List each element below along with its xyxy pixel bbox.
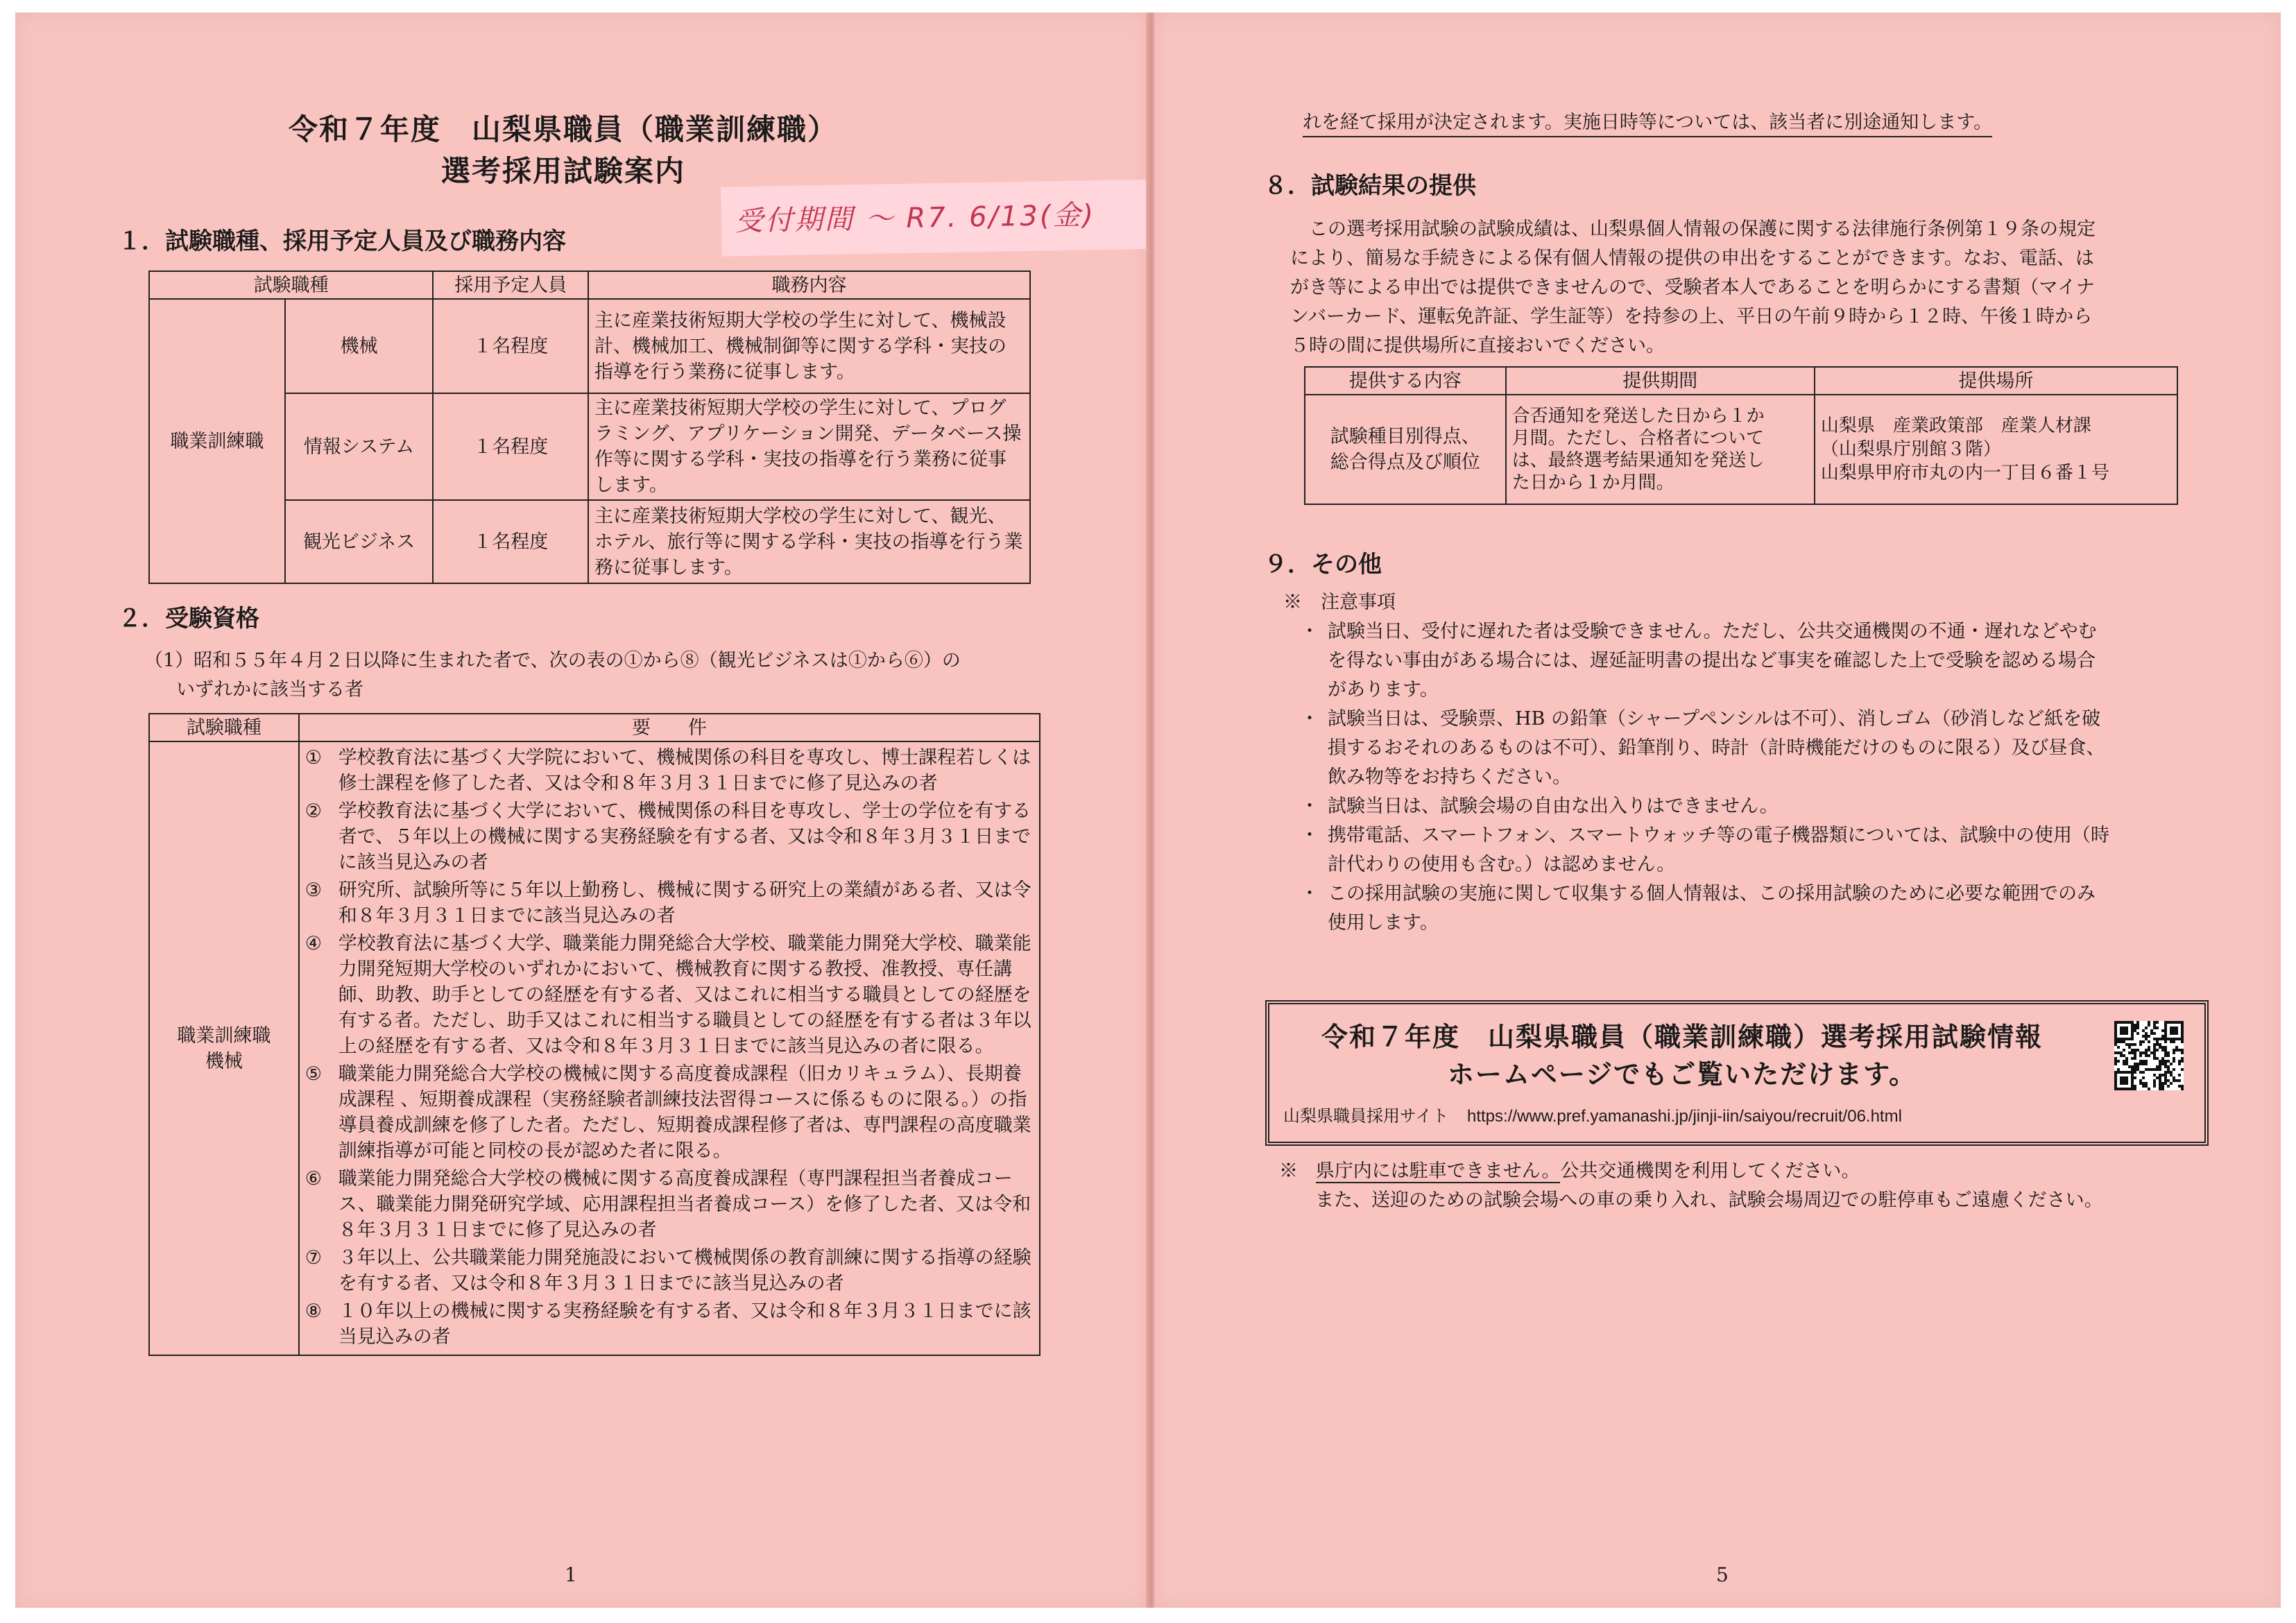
note-line: 試験当日は、試験会場の自由な出入りはできません。 [1328, 796, 1779, 817]
note-line: この採用試験の実施に関して収集する個人情報は、この採用試験のために必要な範囲でのみ [1328, 883, 2096, 904]
note-line: 試験当日、受付に遅れた者は受験できません。ただし、公共交通機関の不通・遅れなどやむ [1328, 621, 2097, 642]
column-header: 提供期間 [1506, 367, 1815, 395]
requirement-text: 職業能力開発総合大学校の機械に関する高度養成課程（専門課程担当者養成コース、職業能力開発研究学域、応用課程担当者養成コース）を修了した者、又は令和８年３月３１日までに修了見込みの者 [338, 1168, 1031, 1241]
job-type-cell: 情報システム [285, 393, 434, 500]
section8-paragraph [1290, 215, 2261, 361]
notes-label: ※ 注意事項 [1283, 592, 1396, 613]
paragraph-line: ５時の間に提供場所に直接おいでください。 [1290, 335, 1665, 357]
requirement-text: 研究所、試験所等に５年以上勤務し、機械に関する研究上の業績がある者、又は令和８年３月３１日までに該当見込みの者 [338, 879, 1031, 927]
column-header: 提供場所 [1815, 367, 2177, 395]
positions-table [148, 270, 1031, 584]
paragraph-line: ンバーカード、運転免許証、学生証等）を持参の上、平日の午前９時から１２時、午後１時から [1290, 306, 2093, 327]
note-line: 飲み物等をお持ちください。 [1328, 766, 1571, 788]
column-header: 採用予定人員 [433, 271, 588, 299]
place-cell [1815, 395, 2177, 504]
note-line: があります。 [1328, 679, 1439, 701]
note-line: を得ない事由がある場合には、遅延証明書の提出など事実を確認した上で受験を認める場合 [1328, 650, 2096, 671]
requirements-cell [299, 741, 1040, 1355]
left-page [15, 12, 1147, 1608]
cell-line: た日から１か月間。 [1511, 472, 1674, 493]
qualifications-table [148, 713, 1040, 1356]
notes-list [1292, 617, 2270, 938]
requirement-number: ⑦ [305, 1247, 322, 1269]
qualification-intro-line2: いずれかに該当する者 [176, 679, 363, 701]
notice-mark: ※ [1279, 1160, 1298, 1182]
bullet-mark: ・ [1300, 796, 1319, 817]
table-row [149, 299, 1030, 393]
requirement-text: 学校教育法に基づく大学において、機械関係の科目を専攻し、学士の学位を有する者で、５年以上の機械に関する実務経験を有する者、又は令和８年３月３１日までに該当見込みの者 [338, 800, 1031, 873]
requirement-text: 学校教育法に基づく大学、職業能力開発総合大学校、職業能力開発大学校、職業能力開発短期大学校のいずれかにおいて、機械教育に関する教授、准教授、専任講師、助教、助手としての経歴を有する者、又はこれに相当する職員としての経歴を有する者。ただし、助手又はこれに相当する職員としての経歴を有する者は３年以上の経歴を有する者、又は令和８年３月３１日までに該当見込みの者に限る。 [338, 933, 1031, 1057]
parking-notice-line2: また、送迎のための試験会場への車の乗り入れ、試験会場周辺での駐停車もご遠慮ください。 [1315, 1190, 2103, 1211]
requirement-number: ⑤ [305, 1063, 322, 1085]
requirement-item [305, 931, 1034, 1059]
note-line: 携帯電話、スマートフォン、スマートウォッチ等の電子機器類については、試験中の使用（時 [1328, 825, 2109, 846]
bullet-mark: ・ [1300, 621, 1319, 642]
column-header: 要 件 [299, 714, 1040, 741]
requirement-number: ④ [305, 933, 322, 954]
cell-line: 合否通知を発送した日から１か [1511, 406, 1765, 427]
parking-warning: 県庁内には駐車できません。 [1315, 1160, 1561, 1182]
note-line: 試験当日は、受験票、HB の鉛筆（シャープペンシルは不可）、消しゴム（砂消しなど紙を破 [1328, 708, 2101, 730]
list-item [1292, 705, 2270, 792]
parking-notice [1279, 1157, 2264, 1215]
section9-heading: ９．その他 [1264, 551, 1382, 578]
content-cell [1305, 395, 1506, 504]
requirement-item [305, 1298, 1034, 1350]
job-group-cell: 職業訓練職 [149, 299, 285, 583]
duty-cell: 主に産業技術短期大学校の学生に対して、プログラミング、アプリケーション開発、データベース操作等に関する学科・実技の指導を行う業務に従事します。 [588, 393, 1030, 500]
list-item [1292, 821, 2270, 879]
bullet-mark: ・ [1300, 883, 1319, 904]
table-row [1305, 395, 2177, 504]
job-type-cell: 観光ビジネス [285, 500, 434, 583]
bullet-mark: ・ [1300, 825, 1319, 846]
headcount-cell: １名程度 [433, 393, 588, 500]
site-label: 山梨県職員採用サイト [1283, 1107, 1449, 1126]
requirement-number: ③ [305, 879, 322, 901]
section1-heading: １．試験職種、採用予定人員及び職務内容 [118, 227, 566, 255]
parking-notice-text: 公共交通機関を利用してください。 [1560, 1160, 1860, 1182]
document-title-line1: 令和７年度 山梨県職員（職業訓練職） [288, 112, 838, 146]
requirement-text: １０年以上の機械に関する実務経験を有する者、又は令和８年３月３１日までに該当見込みの者 [338, 1300, 1031, 1348]
requirement-item [305, 1166, 1034, 1243]
requirement-number: ① [305, 747, 322, 768]
paragraph-line: により、簡易な手続きによる保有個人情報の提供の申出をすることができます。なお、電話、は [1290, 248, 2094, 269]
info-box-line2: ホームページでもご覧いただけます。 [1447, 1059, 1917, 1090]
requirement-item [305, 1061, 1034, 1164]
duty-cell: 主に産業技術短期大学校の学生に対して、機械設計、機械加工、機械制御等に関する学科・実技の指導を行う業務に従事します。 [588, 299, 1030, 393]
table-row [149, 741, 1040, 1355]
cell-line: 試験種目別得点、 [1330, 426, 1480, 447]
requirement-text: 学校教育法に基づく大学院において、機械関係の科目を専攻し、博士課程若しくは修士課程を修了した者、又は令和８年３月３１日までに修了見込みの者 [338, 747, 1031, 794]
note-line: 損するおそれのあるものは不可）、鉛筆削り、時計（計時機能だけのものに限る）及び昼食、 [1328, 737, 2105, 759]
cell-line: （山梨県庁別館３階） [1820, 439, 2001, 460]
column-header: 提供する内容 [1305, 367, 1506, 395]
recruit-site-link[interactable] [1283, 1106, 1902, 1128]
page-number: 1 [565, 1563, 577, 1586]
table-header-row [1305, 367, 2177, 395]
bullet-mark: ・ [1300, 708, 1319, 730]
reception-period-stamp: 受付期間 ～ R7. 6/13(金) [721, 179, 1166, 256]
right-page [1154, 12, 2281, 1608]
requirement-item [305, 798, 1034, 875]
requirement-number: ② [305, 800, 322, 822]
cell-line: 山梨県甲府市丸の内一丁目６番１号 [1820, 463, 2109, 483]
requirement-text: 職業能力開発総合大学校の機械に関する高度養成課程（旧カリキュラム）、長期養成課程 、短期養成課程（実務経験者訓練技法習得コースに係るものに限る。）の指導員養成訓練を修了した者。ただし、短期養成課程修了者は、専門課程の高度職業訓練指導が可能と同校の長が認めた者に限る。 [338, 1063, 1031, 1162]
table-header-row [149, 714, 1040, 741]
recruitment-info-box [1265, 1000, 2209, 1146]
document-title-line2: 選考採用試験案内 [440, 154, 685, 188]
qr-code-icon[interactable] [2114, 1021, 2184, 1090]
disclosure-table [1304, 366, 2178, 505]
job-type-line2: 機械 [205, 1050, 243, 1072]
requirement-number: ⑥ [305, 1168, 322, 1190]
paragraph-line: がき等による申出では提供できませんので、受験者本人であることを明らかにする書類（マイナ [1290, 277, 2095, 298]
job-type-cell [149, 741, 299, 1355]
cell-line: は、最終選考結果通知を発送し [1511, 450, 1765, 471]
requirement-text: ３年以上、公共職業能力開発施設において機械関係の教育訓練に関する指導の経験を有する者、又は令和８年３月３１日までに該当見込みの者 [338, 1247, 1031, 1294]
info-box-line1: 令和７年度 山梨県職員（職業訓練職）選考採用試験情報 [1321, 1022, 2043, 1052]
list-item [1292, 617, 2270, 705]
column-header: 職務内容 [588, 271, 1030, 299]
job-type-line1: 職業訓練職 [177, 1024, 271, 1047]
cell-line: 山梨県 産業政策部 産業人材課 [1820, 415, 2091, 436]
cell-line: 月間。ただし、合格者について [1511, 428, 1765, 449]
cell-line: 総合得点及び順位 [1330, 452, 1480, 473]
column-header: 試験職種 [149, 714, 299, 741]
list-item [1292, 792, 2270, 821]
requirement-item [305, 877, 1034, 929]
qualification-intro-line1: （1）昭和５５年４月２日以降に生まれた者で、次の表の①から⑧（観光ビジネスは①から⑥）の [144, 650, 961, 671]
continued-text: れを経て採用が決定されます。実施日時等については、該当者に別途通知します。 [1303, 110, 1992, 137]
paragraph-line: この選考採用試験の試験成績は、山梨県個人情報の保護に関する法律施行条例第１９条の規定 [1290, 218, 2096, 240]
page-number: 5 [1716, 1563, 1729, 1586]
requirement-item [305, 1245, 1034, 1296]
requirement-item [305, 745, 1034, 796]
table-header-row [149, 271, 1030, 299]
section2-heading: ２．受験資格 [118, 605, 259, 633]
headcount-cell: １名程度 [433, 500, 588, 583]
requirement-number: ⑧ [305, 1300, 322, 1322]
note-line: 使用します。 [1328, 912, 1439, 934]
duty-cell: 主に産業技術短期大学校の学生に対して、観光、ホテル、旅行等に関する学科・実技の指導を行う業務に従事します。 [588, 500, 1030, 583]
headcount-cell: １名程度 [433, 299, 588, 393]
column-header: 試験職種 [149, 271, 433, 299]
list-item [1292, 879, 2270, 938]
job-type-cell: 機械 [285, 299, 434, 393]
section8-heading: ８．試験結果の提供 [1264, 172, 1476, 200]
site-url[interactable]: https://www.pref.yamanashi.jp/jinji-iin/saiyou/recruit/06.html [1467, 1107, 1902, 1126]
note-line: 計代わりの使用も含む。）は認めません。 [1328, 854, 1676, 875]
period-cell [1506, 395, 1815, 504]
